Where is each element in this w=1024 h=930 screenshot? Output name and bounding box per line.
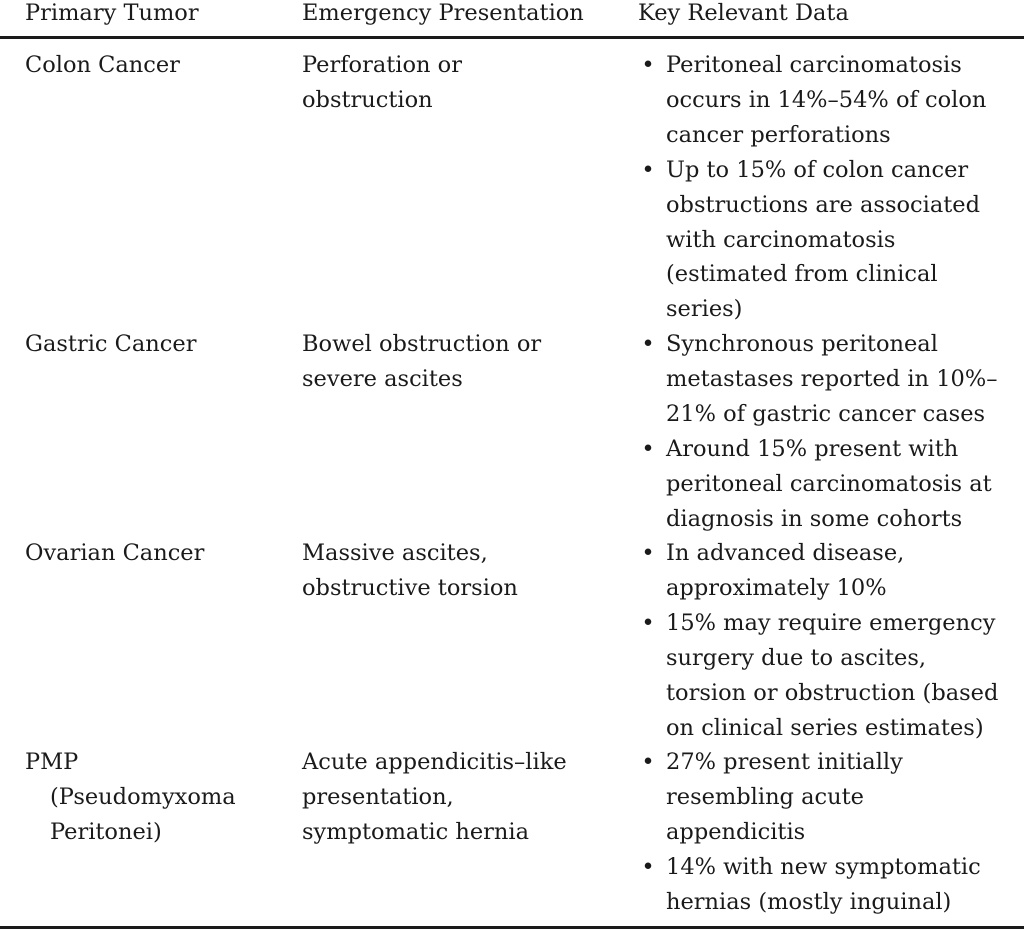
presentation-line: obstructive torsion xyxy=(302,574,518,601)
tumor-name-continuation: (Pseudomyxoma xyxy=(50,783,236,810)
bullet-dot-icon: • xyxy=(641,52,655,78)
tumor-cell xyxy=(25,536,275,571)
data-line: Around 15% present with xyxy=(666,435,959,462)
bullet-dot-icon: • xyxy=(641,609,655,636)
presentation-line: obstruction xyxy=(302,86,433,113)
data-line: (estimated from clinical xyxy=(666,261,938,288)
data-line: occurs in 14%–54% of colon xyxy=(666,86,987,113)
data-bullet xyxy=(638,432,1018,537)
data-line: Synchronous peritoneal xyxy=(666,331,938,357)
presentation-line: severe ascites xyxy=(302,365,463,392)
data-line: In advanced disease, xyxy=(666,540,905,566)
table-bottom-rule xyxy=(0,926,1024,929)
header-emergency-presentation: Emergency Presentation xyxy=(302,0,584,26)
bullet-dot-icon: • xyxy=(641,435,655,462)
data-bullet xyxy=(638,745,1018,850)
data-bullet xyxy=(638,606,1018,746)
data-line: surgery due to ascites, xyxy=(666,644,927,671)
data-line: appendicitis xyxy=(666,818,806,845)
data-line: resembling acute xyxy=(666,783,864,810)
data-line: Peritoneal carcinomatosis xyxy=(666,52,962,78)
data-line: obstructions are associated xyxy=(666,191,981,218)
data-line: approximately 10% xyxy=(666,574,887,601)
presentation-cell xyxy=(302,745,622,850)
data-line: series) xyxy=(666,296,743,323)
data-cell xyxy=(638,48,1018,327)
tumor-cell xyxy=(25,745,275,850)
header-key-relevant-data: Key Relevant Data xyxy=(638,0,849,26)
data-cell xyxy=(638,745,1018,920)
data-line: cancer perforations xyxy=(666,121,891,148)
data-line: Up to 15% of colon cancer xyxy=(666,156,969,183)
bullet-dot-icon: • xyxy=(641,540,655,566)
data-line: 15% may require emergency xyxy=(666,609,996,636)
presentation-cell xyxy=(302,327,622,397)
bullet-dot-icon: • xyxy=(641,853,655,880)
data-bullet xyxy=(638,850,1018,920)
data-line: metastases reported in 10%– xyxy=(666,365,998,392)
data-line: diagnosis in some cohorts xyxy=(666,505,963,532)
presentation-line: symptomatic hernia xyxy=(302,818,529,845)
table-header xyxy=(0,0,1024,36)
presentation-cell xyxy=(302,48,622,118)
presentation-line: Acute appendicitis–like xyxy=(302,749,567,775)
data-line: 14% with new symptomatic xyxy=(666,853,981,880)
data-line: with carcinomatosis xyxy=(666,226,896,253)
tumor-name: Colon Cancer xyxy=(25,52,180,78)
data-line: torsion or obstruction (based xyxy=(666,679,999,706)
presentation-line: Perforation or xyxy=(302,52,462,78)
data-line: hernias (mostly inguinal) xyxy=(666,888,952,915)
data-line: 27% present initially xyxy=(666,749,903,775)
bullet-dot-icon: • xyxy=(641,156,655,183)
tumor-name: Ovarian Cancer xyxy=(25,540,205,566)
data-cell xyxy=(638,536,1018,745)
data-line: peritoneal carcinomatosis at xyxy=(666,470,992,497)
data-bullet xyxy=(638,536,1018,606)
header-rule xyxy=(0,36,1024,39)
header-primary-tumor: Primary Tumor xyxy=(25,0,199,26)
tumor-cell xyxy=(25,327,275,362)
data-cell xyxy=(638,327,1018,536)
data-bullet xyxy=(638,327,1018,432)
data-bullet xyxy=(638,153,1018,328)
data-line: on clinical series estimates) xyxy=(666,714,984,741)
data-line: 21% of gastric cancer cases xyxy=(666,400,986,427)
presentation-line: presentation, xyxy=(302,783,454,810)
presentation-line: Massive ascites, xyxy=(302,540,488,566)
tumor-name: PMP xyxy=(25,749,79,775)
presentation-cell xyxy=(302,536,622,606)
presentation-line: Bowel obstruction or xyxy=(302,331,542,357)
tumor-cell xyxy=(25,48,275,83)
data-bullet xyxy=(638,48,1018,153)
bullet-dot-icon: • xyxy=(641,331,655,357)
tumor-name: Gastric Cancer xyxy=(25,331,197,357)
tumor-name-continuation: Peritonei) xyxy=(50,818,162,845)
bullet-dot-icon: • xyxy=(641,749,655,775)
